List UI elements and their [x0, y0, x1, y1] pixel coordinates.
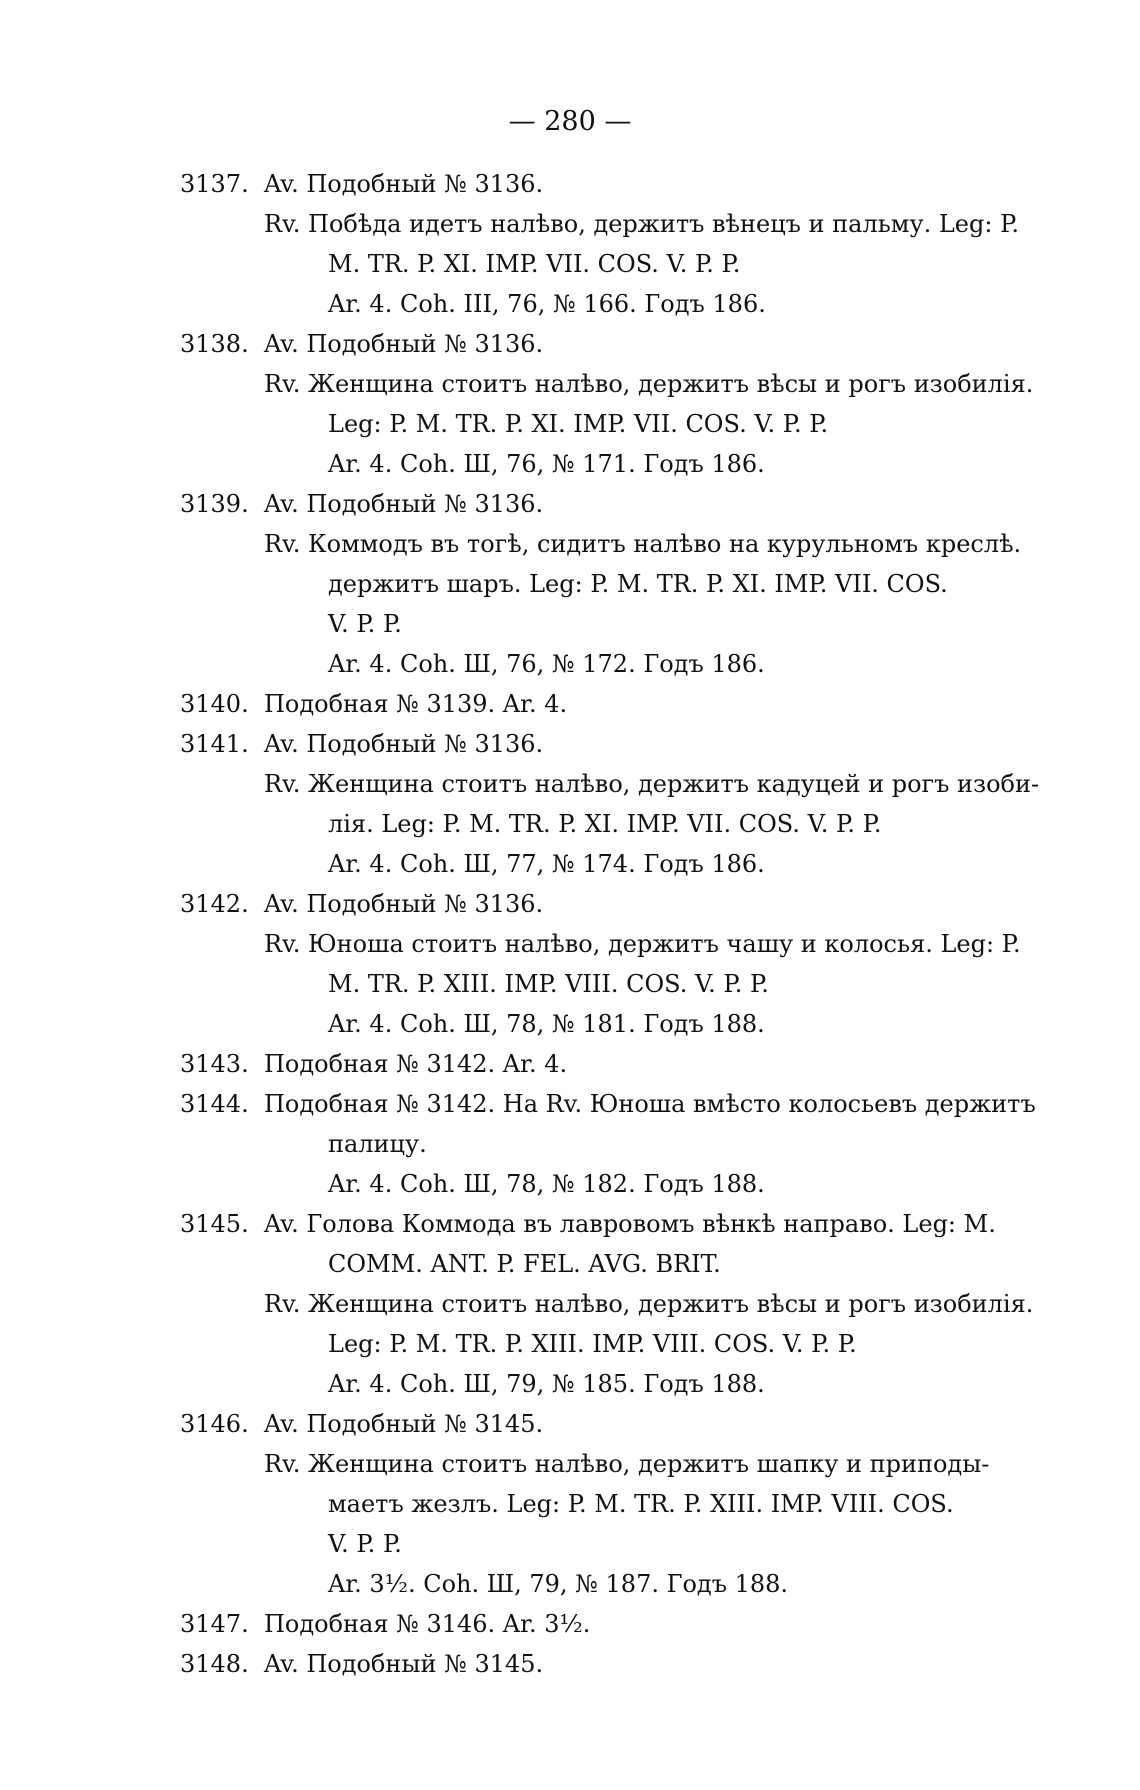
entry-line: Av. Подобный № 3136.: [264, 490, 544, 518]
entry-line: Av. Подобный № 3145.: [264, 1650, 544, 1678]
catalog-entry: [180, 1084, 1100, 1204]
entry-line: Ar. 4. Coh. Ш, 79, № 185. Годъ 188.: [328, 1370, 765, 1398]
entry-body: [180, 1404, 1100, 1604]
entry-line: Rv. Женщина стоитъ налѣво, держитъ вѣсы и рогъ изобилія.: [264, 370, 1034, 398]
entry-line: палицу.: [328, 1130, 427, 1158]
catalog-entry: [180, 1044, 1100, 1084]
entry-line: Подобная № 3142. На Rv. Юноша вмѣсто колосьевъ держитъ: [264, 1090, 1036, 1118]
entry-number: 3147.: [180, 1610, 249, 1638]
catalog-entry: [180, 724, 1100, 884]
catalog-entry: [180, 1204, 1100, 1404]
catalog-entry: [180, 1604, 1100, 1644]
entry-body: [180, 684, 1100, 724]
entry-number: 3148.: [180, 1650, 249, 1678]
entry-body: [180, 1204, 1100, 1404]
entry-line: M. TR. P. XIII. IMP. VIII. COS. V. P. P.: [328, 970, 769, 998]
entry-line: Ar. 4. Coh. III, 76, № 166. Годъ 186.: [328, 290, 766, 318]
entry-line: Ar. 4. Coh. Ш, 76, № 172. Годъ 186.: [328, 650, 765, 678]
entry-number: 3144.: [180, 1090, 249, 1118]
entry-line: Rv. Женщина стоитъ налѣво, держитъ кадуцей и рогъ изоби-: [264, 770, 1040, 798]
entry-line: Rv. Юноша стоитъ налѣво, держитъ чашу и колосья. Leg: P.: [264, 930, 1021, 958]
entry-number: 3143.: [180, 1050, 249, 1078]
entry-line: держитъ шаръ. Leg: P. M. TR. P. XI. IMP. VII. COS.: [328, 570, 948, 598]
catalog-entry: [180, 324, 1100, 484]
catalog-entry: [180, 684, 1100, 724]
entry-body: [180, 1084, 1100, 1204]
entry-body: [180, 484, 1100, 684]
entry-number: 3137.: [180, 170, 249, 198]
entry-body: [180, 724, 1100, 884]
entry-body: [180, 324, 1100, 484]
entry-body: [180, 1644, 1100, 1684]
catalog-entry: [180, 484, 1100, 684]
catalog-entry: [180, 164, 1100, 324]
entry-line: Av. Подобный № 3136.: [264, 730, 544, 758]
entry-line: Ar. 4. Coh. Ш, 78, № 182. Годъ 188.: [328, 1170, 765, 1198]
entry-line: Av. Подобный № 3136.: [264, 330, 544, 358]
entry-line: Leg: P. M. TR. P. XI. IMP. VII. COS. V. P. P.: [328, 410, 829, 438]
entry-body: [180, 164, 1100, 324]
entry-number: 3138.: [180, 330, 249, 358]
entry-number: 3139.: [180, 490, 249, 518]
entry-line: M. TR. P. XI. IMP. VII. COS. V. P. P.: [328, 250, 741, 278]
entry-line: маетъ жезлъ. Leg: P. M. TR. P. XIII. IMP. VIII. COS.: [328, 1490, 954, 1518]
coin-catalog: [180, 164, 1100, 1684]
entry-line: Ar. 4. Coh. Ш, 78, № 181. Годъ 188.: [328, 1010, 765, 1038]
entry-line: Rv. Побѣда идетъ налѣво, держитъ вѣнецъ и пальму. Leg: P.: [264, 210, 1019, 238]
entry-line: Подобная № 3142. Ar. 4.: [264, 1050, 568, 1078]
catalog-entry: [180, 1644, 1100, 1684]
entry-line: лія. Leg: P. M. TR. P. XI. IMP. VII. COS. V. P. P.: [328, 810, 882, 838]
catalog-entry: [180, 884, 1100, 1044]
entry-body: [180, 1604, 1100, 1644]
entry-line: V. P. P.: [328, 1530, 402, 1558]
entry-body: [180, 884, 1100, 1044]
entry-number: 3145.: [180, 1210, 249, 1238]
entry-line: Подобная № 3146. Ar. 3½.: [264, 1610, 591, 1638]
entry-line: Av. Подобный № 3145.: [264, 1410, 544, 1438]
entry-line: Leg: P. M. TR. P. XIII. IMP. VIII. COS. V. P. P.: [328, 1330, 857, 1358]
entry-number: 3141.: [180, 730, 249, 758]
entry-number: 3142.: [180, 890, 249, 918]
entry-line: Rv. Женщина стоитъ налѣво, держитъ вѣсы и рогъ изобилія.: [264, 1290, 1034, 1318]
entry-line: Ar. 4. Coh. Ш, 77, № 174. Годъ 186.: [328, 850, 765, 878]
entry-line: Rv. Женщина стоитъ налѣво, держитъ шапку и приподы-: [264, 1450, 990, 1478]
entry-line: COMM. ANT. P. FEL. AVG. BRIT.: [328, 1250, 721, 1278]
entry-line: Av. Голова Коммода въ лавровомъ вѣнкѣ направо. Leg: M.: [264, 1210, 996, 1238]
entry-number: 3146.: [180, 1410, 249, 1438]
page-number: — 280 —: [508, 106, 632, 137]
entry-line: Подобная № 3139. Ar. 4.: [264, 690, 568, 718]
entry-line: V. P. P.: [328, 610, 402, 638]
entry-body: [180, 1044, 1100, 1084]
entry-line: Av. Подобный № 3136.: [264, 890, 544, 918]
entry-line: Av. Подобный № 3136.: [264, 170, 544, 198]
entry-line: Ar. 4. Coh. Ш, 76, № 171. Годъ 186.: [328, 450, 765, 478]
entry-line: Ar. 3½. Coh. Ш, 79, № 187. Годъ 188.: [328, 1570, 789, 1598]
entry-line: Rv. Коммодъ въ тогѣ, сидитъ налѣво на курульномъ креслѣ.: [264, 530, 1022, 558]
catalog-entry: [180, 1404, 1100, 1604]
entry-number: 3140.: [180, 690, 249, 718]
